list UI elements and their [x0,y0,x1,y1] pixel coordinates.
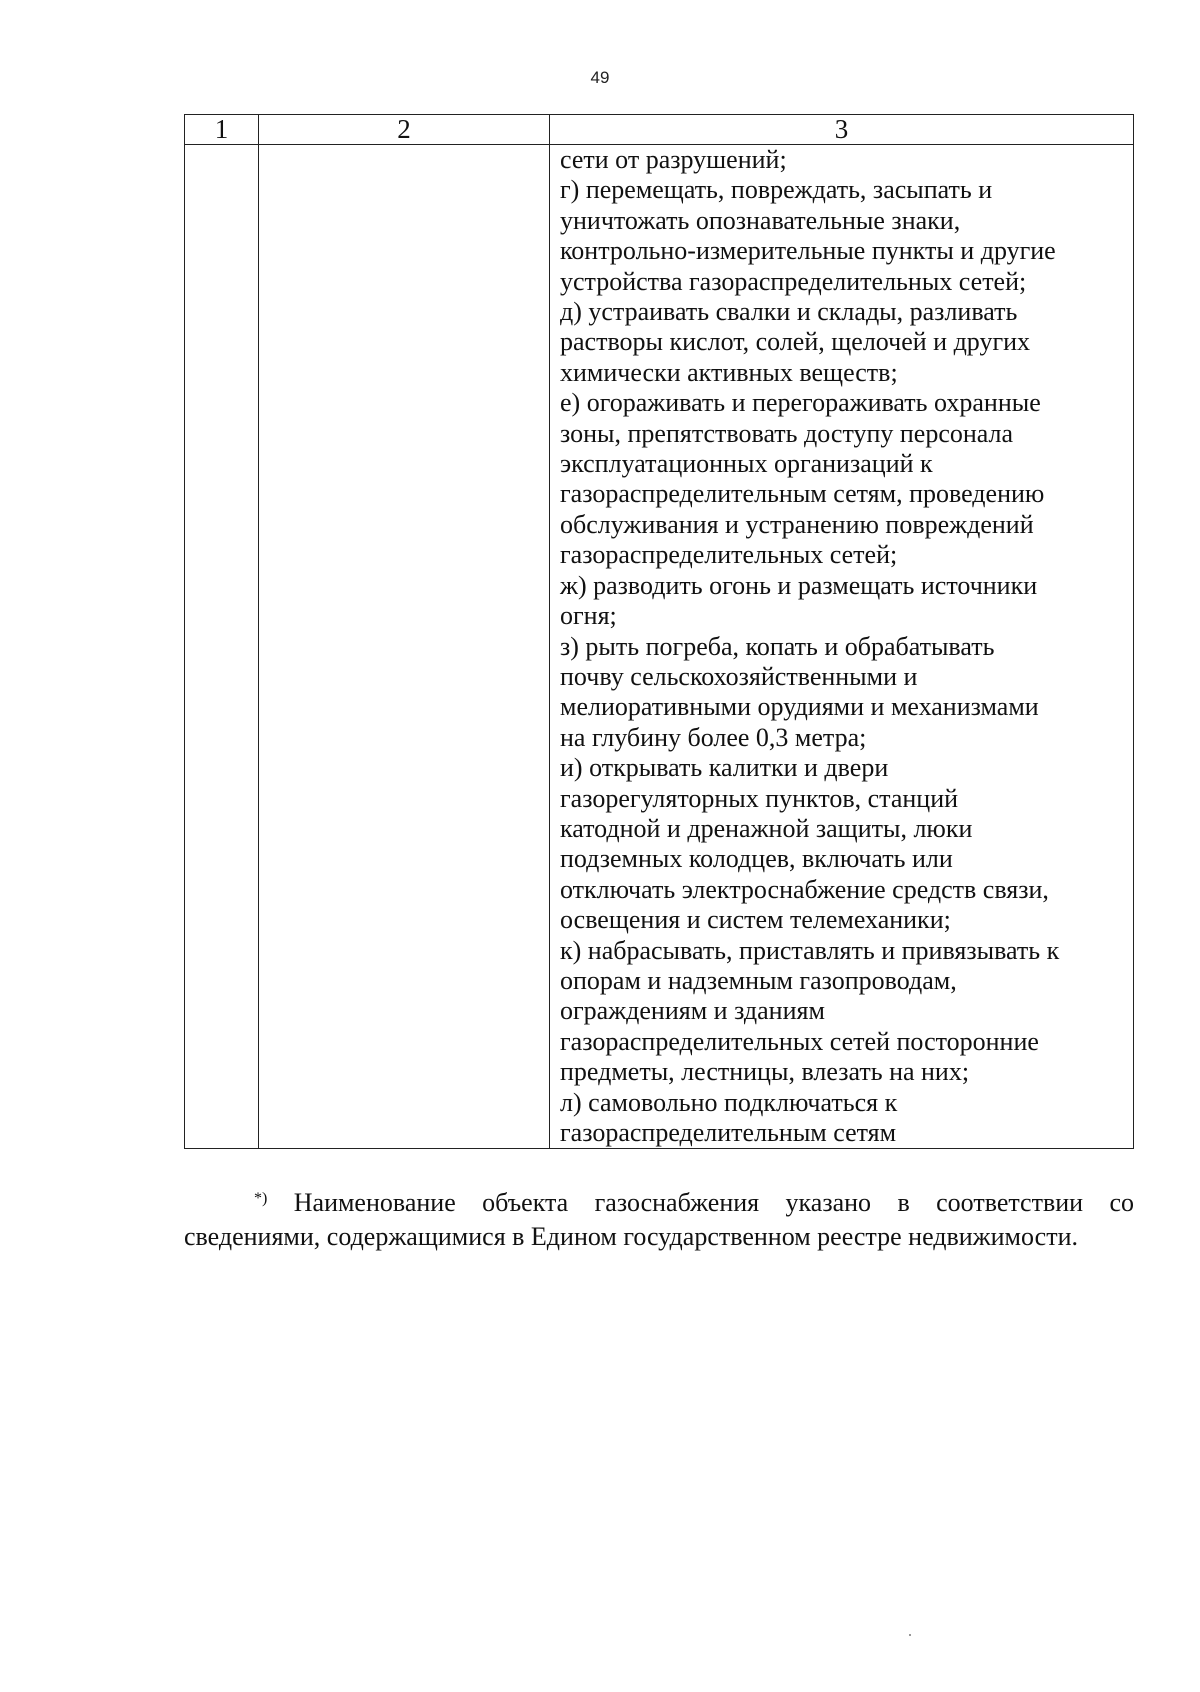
body-cell-1 [185,145,259,1149]
cell-text-line: газорегуляторных пунктов, станций [560,783,959,813]
footnote-text: Наименование объекта газоснабжения указано в соответствии со сведениями, содержащимися в Едином государственном реестре недвижимости. [184,1188,1135,1251]
cell-text-line: на глубину более 0,3 метра; [560,722,867,752]
prohibitions-text [550,145,1133,1148]
cell-text-line: эксплуатационных организаций к [560,449,933,479]
cell-text-line: обслуживания и устранению повреждений [560,509,1034,539]
table-row [185,145,1134,1149]
cell-text-line: уничтожать опознавательные знаки, [560,205,961,235]
cell-text-line: опорам и надземным газопроводам, [560,965,957,995]
scan-speck [909,1634,911,1636]
table-header-row [185,115,1134,145]
cell-text-line: мелиоративными орудиями и механизмами [560,692,1039,722]
cell-text-line: огня; [560,601,617,631]
cell-text-line: отключать электроснабжение средств связи, [560,874,1049,904]
cell-text-line: химически активных веществ; [560,357,898,387]
cell-text-line: газораспределительных сетей посторонние [560,1026,1039,1056]
cell-text-line: г) перемещать, повреждать, засыпать и [560,175,993,205]
header-cell-1: 1 [185,115,259,145]
cell-text-line: л) самовольно подключаться к [560,1087,898,1117]
footnote [184,1186,1134,1254]
cell-text-line: д) устраивать свалки и склады, разливать [560,297,1018,327]
cell-text-line: растворы кислот, солей, щелочей и других [560,327,1031,357]
cell-text-line: газораспределительным сетям, проведению [560,479,1045,509]
cell-text-line: предметы, лестницы, влезать на них; [560,1057,970,1087]
cell-text-line: зоны, препятствовать доступу персонала [560,418,1014,448]
cell-text-line: подземных колодцев, включать или [560,844,953,874]
header-cell-3: 3 [550,115,1134,145]
cell-text-line: е) огораживать и перегораживать охранные [560,388,1041,418]
cell-text-line: освещения и систем телемеханики; [560,905,951,935]
cell-text-line: газораспределительным сетям [560,1118,897,1147]
cell-text-line: з) рыть погреба, копать и обрабатывать [560,631,995,661]
cell-text-line: к) набрасывать, приставлять и привязывать к [560,935,1060,965]
cell-text-line: газораспределительных сетей; [560,540,898,570]
cell-text-line: ж) разводить огонь и размещать источники [560,570,1038,600]
header-cell-2: 2 [259,115,550,145]
cell-text-line: контрольно-измерительные пункты и другие [560,236,1056,266]
cell-text-line: почву сельскохозяйственными и [560,661,918,691]
cell-text-line: ограждениям и зданиям [560,996,825,1026]
body-cell-2 [259,145,550,1149]
restrictions-table [184,114,1134,1149]
cell-text-line: сети от разрушений; [560,145,787,174]
cell-text-line: устройства газораспределительных сетей; [560,266,1027,296]
cell-text-line: катодной и дренажной защиты, люки [560,813,973,843]
cell-text-line: и) открывать калитки и двери [560,753,889,783]
page-number: 49 [590,68,610,87]
footnote-marker: *) [254,1190,268,1207]
body-cell-3 [550,145,1134,1149]
